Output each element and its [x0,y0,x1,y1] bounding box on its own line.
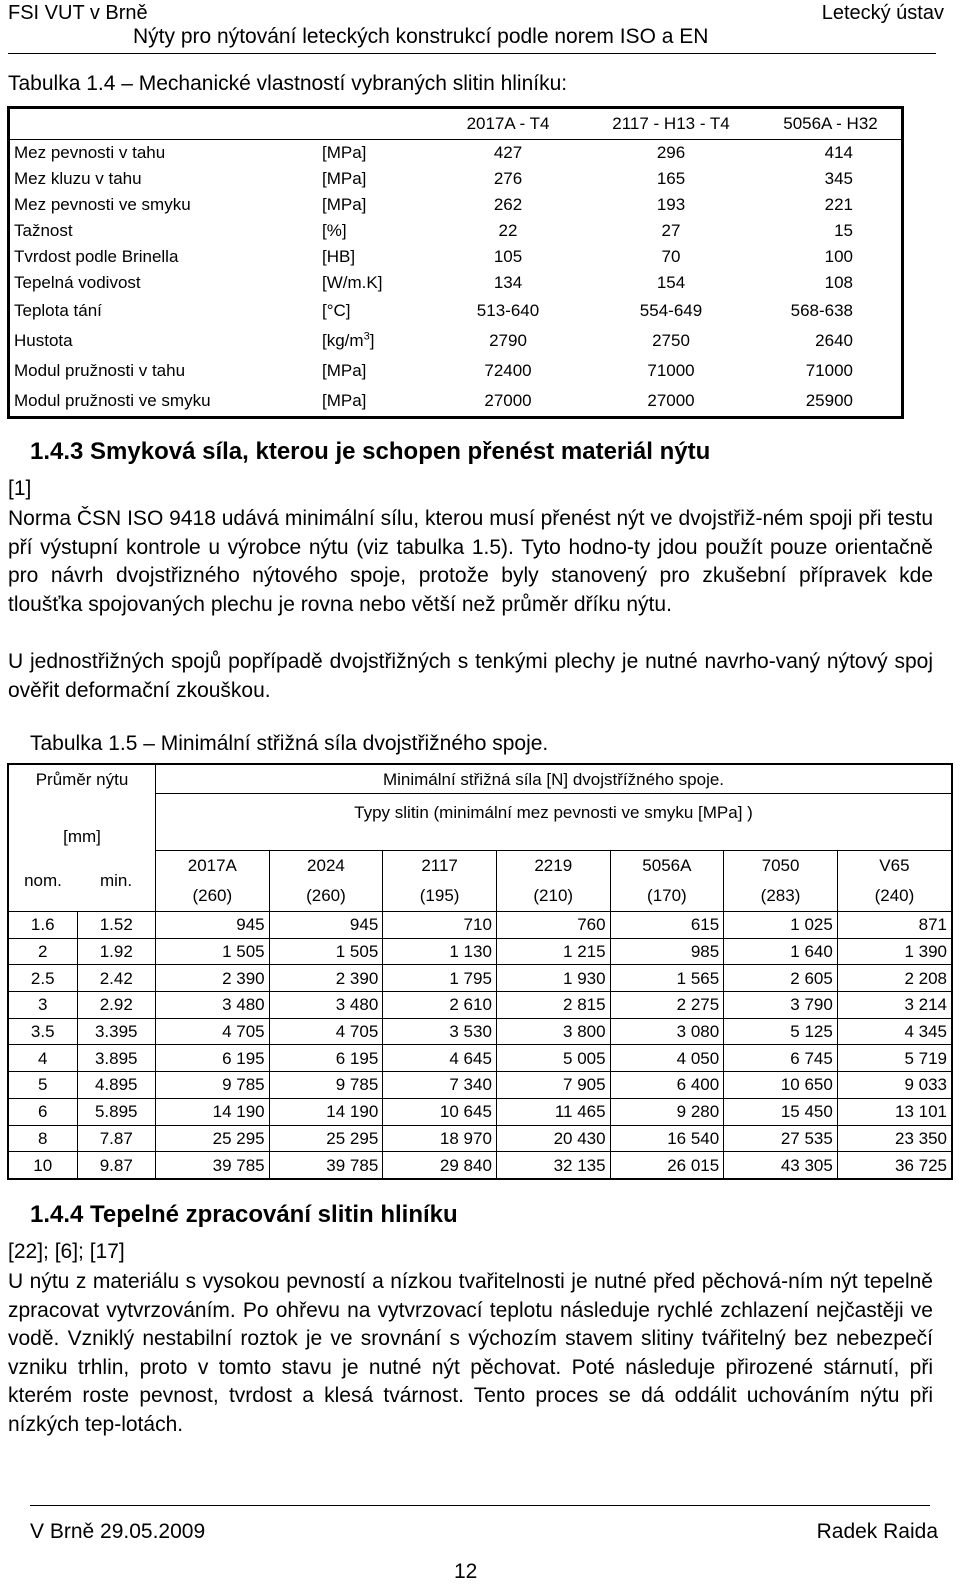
alloy-name: 2024 [307,856,345,875]
table14-value: 296 [656,143,686,162]
table14-value: 2790 [489,331,527,350]
shear-force-value: 3 480 [156,992,270,1019]
shear-force-value: 3 800 [496,1018,610,1045]
table14-value: 165 [656,169,686,188]
min-diameter: 3.395 [77,1018,156,1045]
alloy-name: 2219 [534,856,573,875]
alloy-tau: (240) [874,886,915,905]
shear-force-value: 39 785 [156,1152,270,1179]
shear-force-value: 3 214 [837,992,952,1019]
shear-force-value: 1 130 [383,938,497,965]
shear-force-value: 1 390 [837,938,952,965]
table14-value: 27000 [484,391,532,410]
shear-force-value: 13 101 [837,1098,952,1125]
shear-force-value: 2 390 [269,965,383,992]
nominal-diameter: 10 [8,1152,77,1179]
nominal-diameter: 2 [8,938,77,965]
shear-force-value: 1 215 [496,938,610,965]
min-diameter: 2.42 [77,965,156,992]
shear-force-value: 2 275 [610,992,724,1019]
alloy-header-cell [496,851,610,912]
table14-value: 414 [824,143,853,162]
nominal-diameter: 1.6 [8,912,77,939]
table14-unit: [MPa] [322,169,367,188]
shear-force-value: 3 080 [610,1018,724,1045]
shear-force-value: 27 535 [724,1125,838,1152]
table14-unit: [MPa] [322,143,367,162]
alloy-tau: (260) [306,886,346,905]
shear-force-value: 9 280 [610,1098,724,1125]
footer-left: V Brně 29.05.2009 [30,1520,206,1543]
shear-force-value: 3 480 [269,992,383,1019]
shear-force-value: 1 640 [724,938,838,965]
shear-force-value: 10 645 [383,1098,497,1125]
table14-col-header: 2117 - H13 - T4 [582,108,760,140]
table15-row [8,938,952,965]
table14-unit: [°C] [322,301,351,320]
header-left: FSI VUT v Brně [8,2,148,24]
table14-value: 72400 [484,361,532,380]
shear-force-value: 1 565 [610,965,724,992]
shear-force-value: 2 815 [496,992,610,1019]
shear-force-value: 7 340 [383,1072,497,1099]
table14-value: 27 [661,221,681,240]
section-143-ref: [1] [8,477,32,500]
unit-text: [kg/m [322,331,364,350]
table14-value: 262 [493,195,523,214]
shear-force-value: 5 719 [837,1045,952,1072]
unit-text-end: ] [369,331,375,350]
shear-force-value: 871 [837,912,952,939]
table15-row [8,965,952,992]
unit-superscript: 3 [363,330,370,343]
min-diameter: 1.92 [77,938,156,965]
table15-header-row [8,764,952,794]
shear-force-value: 11 465 [496,1098,610,1125]
shear-force-value: 39 785 [269,1152,383,1179]
shear-force-value: 7 905 [496,1072,610,1099]
shear-force-value: 25 295 [156,1125,270,1152]
table14-row [9,296,903,326]
nominal-diameter: 4 [8,1045,77,1072]
alloy-tau: (283) [760,886,801,905]
table14-value: 70 [661,247,681,266]
table14-property: Mez pevnosti v tahu [14,143,166,162]
table14-value: 71000 [805,361,853,380]
section-144-heading: 1.4.4 Tepelné zpracování slitin hliníku [30,1201,458,1228]
table14-unit: [%] [322,221,347,240]
shear-force-value: 6 745 [724,1045,838,1072]
table14-unit: [MPa] [322,391,367,410]
alloy-tau: (170) [647,886,687,905]
shear-force-value: 4 705 [156,1018,270,1045]
table15-row [8,1125,952,1152]
min-diameter: 1.52 [77,912,156,939]
shear-force-value: 26 015 [610,1152,724,1179]
nominal-diameter: 2.5 [8,965,77,992]
table14-unit: [HB] [322,247,356,266]
alloy-header-cell [383,851,497,912]
shear-force-value: 9 785 [269,1072,383,1099]
shear-force-value: 1 505 [156,938,270,965]
table14-row [9,166,903,192]
alloy-header-cell [269,851,383,912]
table15-row [8,1072,952,1099]
nominal-diameter: 6 [8,1098,77,1125]
shear-force-value: 23 350 [837,1125,952,1152]
table14-row [9,356,903,386]
table14-value: 554-649 [639,301,703,320]
shear-force-value: 4 345 [837,1018,952,1045]
shear-force-value: 6 195 [269,1045,383,1072]
nominal-diameter: 5 [8,1072,77,1099]
table15-row [8,1098,952,1125]
section-144-para: U nýtu z materiálu s vysokou pevností a nízkou tvařitelnosti je nutné před pěchová-ním nýt tepelně zpracovat vytvrzováním. Po ohřevu na vytvrzovací teplotu následuje rychlé zchlazení nejčastěji ve vodě. Vzniklý nestabilní roztok je ve srovnání s výchozím stavem slitiny tvářitelný bez nebezpečí vzniku trhlin, proto v tomto stavu je nutné nýt pěchovat. Poté následuje přirozené stárnutí, při kterém roste pevnost, tvrdost a klesá tvárnost. Tento proces se dá oddálit uchováním nýtu při nízkých tep-lotách. [8,1270,933,1436]
table14-value: 15 [834,221,853,240]
section-144-ref: [22]; [6]; [17] [8,1240,125,1263]
footer-right: Radek Raida [816,1520,938,1543]
table14-value: 2640 [815,331,853,350]
table14-value: 427 [493,143,523,162]
header-subtitle: Nýty pro nýtování leteckých konstrukcí podle norem ISO a EN [133,25,709,48]
table14-value: 134 [493,273,523,292]
table15-row [8,992,952,1019]
section-143-para2: U jednostřižných spojů popřípadě dvojstřižných s tenkými plechy je nutné navrho-vaný nýtový spoj ověřit deformační zkouškou. [8,650,933,702]
table14-value: 105 [493,247,523,266]
shear-force-value: 14 190 [156,1098,270,1125]
shear-force-value: 14 190 [269,1098,383,1125]
shear-force-value: 2 610 [383,992,497,1019]
table14-row [9,270,903,296]
header-right: Letecký ústav [821,2,944,24]
min-diameter: 3.895 [77,1045,156,1072]
shear-force-value: 3 790 [724,992,838,1019]
nom-header: nom. [8,851,77,912]
shear-force-value: 2 208 [837,965,952,992]
shear-force-value: 1 795 [383,965,497,992]
shear-force-value: 29 840 [383,1152,497,1179]
shear-force-value: 985 [610,938,724,965]
shear-force-value: 4 705 [269,1018,383,1045]
table15-row [8,1018,952,1045]
shear-force-value: 36 725 [837,1152,952,1179]
alloy-tau: (195) [419,886,460,905]
table15-row [8,912,952,939]
shear-force-value: 25 295 [269,1125,383,1152]
shear-force-value: 16 540 [610,1125,724,1152]
shear-force-value: 6 195 [156,1045,270,1072]
table14-row [9,326,903,356]
alloy-row [8,851,952,912]
shear-force-value: 5 005 [496,1045,610,1072]
shear-force-value: 1 505 [269,938,383,965]
table14-property: Hustota [14,331,73,350]
table14-value: 22 [498,221,518,240]
shear-force-value: 5 125 [724,1018,838,1045]
table14-row [9,244,903,270]
table15-row [8,1152,952,1179]
table14-unit: [MPa] [322,361,367,380]
shear-force-value: 710 [383,912,497,939]
footer-rule [30,1505,930,1506]
shear-force-value: 15 450 [724,1098,838,1125]
alloy-header-cell [837,851,952,912]
shear-force-value: 4 645 [383,1045,497,1072]
table14 [7,106,904,419]
header-rule [8,53,936,54]
shear-force-value: 760 [496,912,610,939]
min-diameter: 7.87 [77,1125,156,1152]
table14-property: Modul pružnosti v tahu [14,361,186,380]
shear-force-value: 945 [156,912,270,939]
shear-force-value: 1 025 [724,912,838,939]
table14-unit: [MPa] [322,195,367,214]
shear-force-value: 20 430 [496,1125,610,1152]
table14-unit: [W/m.K] [322,273,383,292]
table14-row [9,192,903,218]
shear-force-value: 32 135 [496,1152,610,1179]
min-diameter: 4.895 [77,1072,156,1099]
table14-value: 154 [656,273,686,292]
alloy-header: Typy slitin (minimální mez pevnosti ve smyku [MPa] ) [156,794,953,851]
table14-property: Tvrdost podle Brinella [14,247,179,266]
table14-value: 221 [824,195,853,214]
force-header: Minimální střižná síla [N] dvojstřížného spoje. [156,764,953,794]
shear-force-value: 9 785 [156,1072,270,1099]
table14-property: Teplota tání [14,301,102,320]
table14-col-header: 5056A - H32 [760,108,903,140]
table14-value: 71000 [647,361,695,380]
section-143-heading: 1.4.3 Smyková síla, kterou je schopen přenést materiál nýtu [30,438,711,465]
table14-value: 100 [824,247,853,266]
nominal-diameter: 8 [8,1125,77,1152]
alloy-name: V65 [879,856,910,875]
table14-value: 27000 [647,391,695,410]
table14-property: Tažnost [14,221,73,240]
shear-force-value: 6 400 [610,1072,724,1099]
section-143-para1: Norma ČSN ISO 9418 udává minimální sílu, kterou musí přenést nýt ve dvojstřiž-ném spoji při testu pří výstupní kontrole u výrobce nýtu (viz tabulka 1.5). Tyto hodno-ty jdou použít pouze orientačně pro návrh dvojstřizného nýtového spoje, protože byly stanovený pro zkušební přípravek kde tloušťka spojovaných plechu je rovna nebo větší než průměr dříku nýtu. [8,507,933,616]
min-diameter: 9.87 [77,1152,156,1179]
shear-force-value: 615 [610,912,724,939]
alloy-name: 7050 [761,856,800,875]
nominal-diameter: 3.5 [8,1018,77,1045]
table14-value: 193 [656,195,686,214]
table14-header-row [9,108,903,140]
shear-force-value: 2 390 [156,965,270,992]
alloy-name: 5056A [642,856,692,875]
table14-unit [318,326,434,356]
shear-force-value: 3 530 [383,1018,497,1045]
table14-row [9,386,903,418]
alloy-tau: (210) [533,886,574,905]
nominal-diameter: 3 [8,992,77,1019]
alloy-header-cell [610,851,724,912]
unit-header: [mm] [8,794,156,851]
table15-caption: Tabulka 1.5 – Minimální střižná síla dvojstřižného spoje. [30,732,549,755]
table14-row [9,140,903,167]
table15-row [8,1045,952,1072]
alloy-header-cell [156,851,270,912]
table14-property: Mez pevnosti ve smyku [14,195,191,214]
alloy-header-cell [724,851,838,912]
shear-force-value: 4 050 [610,1045,724,1072]
table14-value: 276 [493,169,523,188]
table14-value: 513-640 [476,301,540,320]
min-diameter: 2.92 [77,992,156,1019]
alloy-name: 2017A [187,856,237,875]
alloy-tau: (260) [192,886,233,905]
table14-col-header: 2017A - T4 [434,108,582,140]
shear-force-value: 2 605 [724,965,838,992]
shear-force-value: 18 970 [383,1125,497,1152]
min-diameter: 5.895 [77,1098,156,1125]
table14-property: Mez kluzu v tahu [14,169,142,188]
table14-caption: Tabulka 1.4 – Mechanické vlastností vybraných slitin hliníku: [8,72,568,95]
shear-force-value: 9 033 [837,1072,952,1099]
table14-value: 345 [824,169,853,188]
shear-force-value: 945 [269,912,383,939]
shear-force-value: 43 305 [724,1152,838,1179]
shear-force-value: 1 930 [496,965,610,992]
table14-value: 2750 [652,331,690,350]
table14-value: 25900 [805,391,853,410]
min-header: min. [77,851,156,912]
table14-value: 568-638 [790,301,853,320]
shear-force-value: 10 650 [724,1072,838,1099]
table14-property: Modul pružnosti ve smyku [14,391,211,410]
page-number: 12 [454,1560,478,1583]
table14-property: Tepelná vodivost [14,273,141,292]
table15 [7,763,953,1180]
table14-row [9,218,903,244]
table14-value: 108 [824,273,853,292]
alloy-name: 2117 [421,856,458,875]
diameter-header: Průměr nýtu [8,764,156,794]
